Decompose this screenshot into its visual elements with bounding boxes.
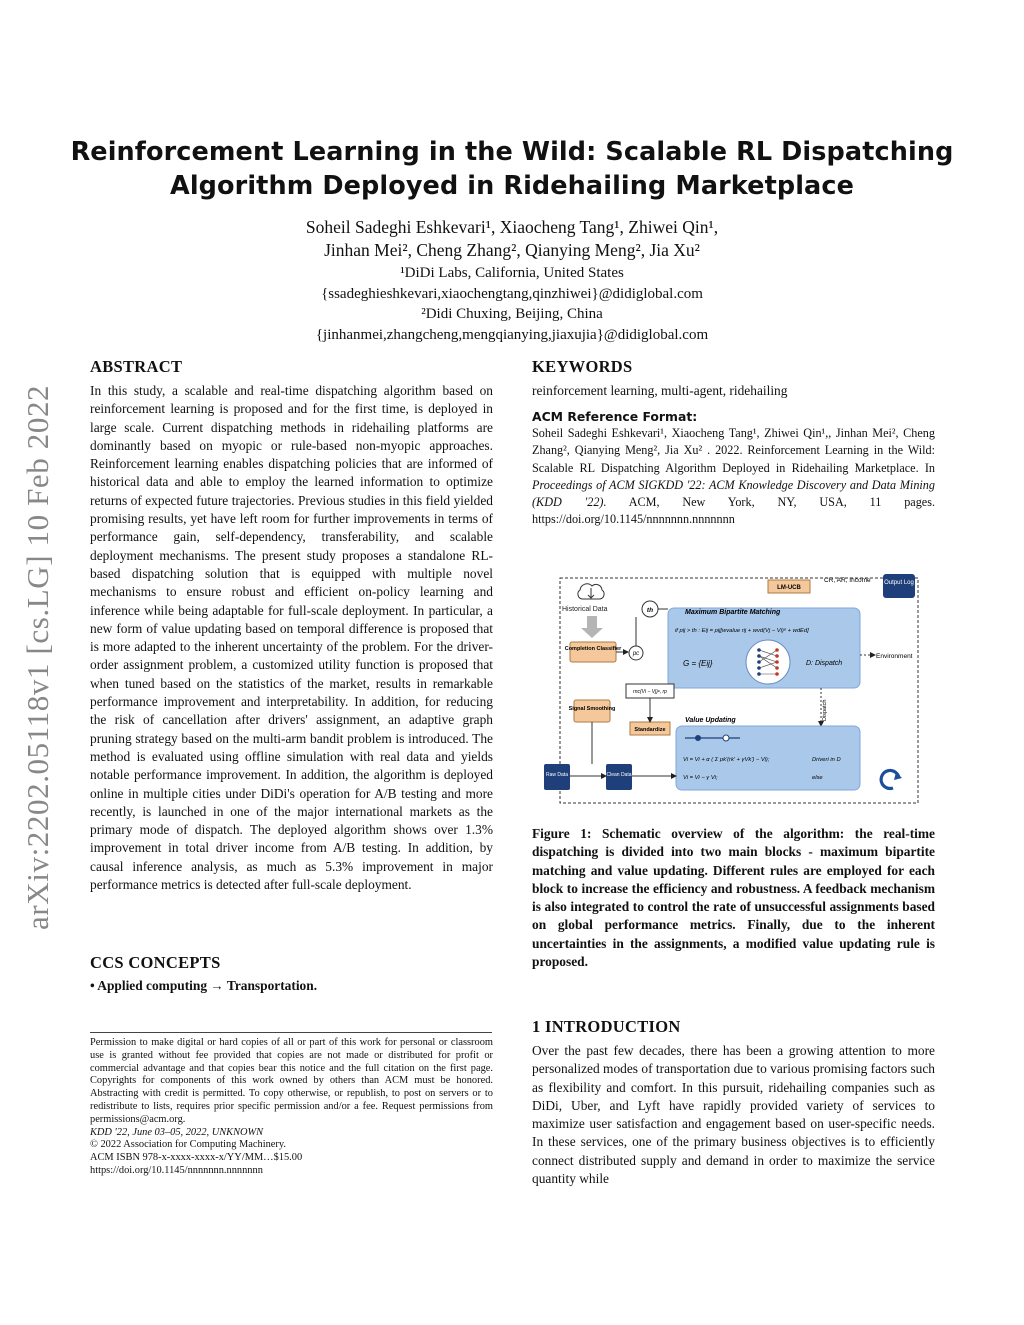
output-log-box [883, 574, 915, 598]
output-log-label: Output Log [884, 580, 914, 586]
venue-line: KDD '22, June 03–05, 2022, UNKNOWN [90, 1126, 264, 1138]
ccs-heading: CCS CONCEPTS [90, 953, 221, 972]
ccs-concept: • Applied computing → Transportation. [90, 978, 318, 993]
pc-label: pc [632, 651, 640, 657]
threshold-label: th [646, 607, 654, 614]
footnote [90, 1037, 493, 1178]
signal-smoothing-label: Signal Smoothing [568, 706, 616, 712]
cloud-icon [578, 584, 604, 599]
authors-line-2: Jinhan Mei², Cheng Zhang², Qianying Meng², Jia Xu² [324, 240, 700, 260]
intro-heading: 1 INTRODUCTION [532, 1017, 681, 1036]
footnote-rule [90, 1032, 492, 1033]
utility-equation: if pij > th : Eij = pij[wvalue rij + wvd(Vj − Vi)ᵉ + wdEd] [675, 628, 809, 634]
acm-ref-plain-2: ACM, New York, NY, USA, 11 pages. https://doi.org/10.1145/nnnnnnn.nnnnnnn [532, 495, 935, 527]
algorithm-diagram [540, 566, 930, 811]
title-line-2: Algorithm Deployed in Ridehailing Marketplace [170, 171, 854, 201]
author-list [0, 216, 1024, 262]
raw-data-label: Raw Data [546, 772, 568, 778]
acm-ref-text [532, 425, 935, 529]
figure-caption: Figure 1: Schematic overview of the algorithm: the real-time dispatching is divided into two main blocks - maximum bipartite matching and value updating. Different rules are employed for each block to increase the efficiency and robustness. A feedback mechanism is also integrated to control the rate of unsuccessful assignments based on global performance metrics. Finally, due to the inherent uncertainties in the assignments, a modified value updating rule is proposed. [532, 826, 935, 970]
permission-notice: Permission to make digital or hard copies of all or part of this work for personal or classroom use is granted without fee provided that copies are not made or distributed for profit or commercial advantage and that copies bear this notice and the full citation on the first page. Copyrights for components of this work owned by others than ACM must be honored. Abstracting with credit is permitted. To copy otherwise, or republish, to post on servers or to redistribute to lists, requires prior specific permission and/or a fee. Request permissions from permissions@acm.org. [90, 1037, 493, 1125]
isbn-line: ACM ISBN 978-x-xxxx-xxxx-x/YY/MM…$15.00 [90, 1152, 303, 1164]
lm-ucb-label: LM-UCB [777, 585, 801, 591]
authors-line-1: Soheil Sadeghi Eshkevari¹, Xiaocheng Tang¹, Zhiwei Qin¹, [305, 217, 719, 237]
abstract-heading: ABSTRACT [90, 357, 183, 376]
vu-equation-2: Vi = Vi − γ Vi; [683, 775, 718, 781]
vu-equation-1: Vi = Vi + α ( Σ pk'(rk' + γVk') − Vi); [683, 757, 770, 763]
affiliation-1-emails: {ssadeghieshkevari,xiaochengtang,qinzhiwei}@didiglobal.com [321, 285, 703, 302]
paper-title [0, 135, 1024, 203]
mbm-title: Maximum Bipartite Matching [685, 609, 781, 616]
affiliation-1: ¹DiDi Labs, California, United States [400, 265, 624, 281]
affiliation-2: ²Didi Chuxing, Beijing, China [421, 306, 603, 322]
acm-ref-plain-1: Soheil Sadeghi Eshkevari¹, Xiaocheng Tang¹, Zhiwei Qin¹,, Jinhan Mei², Cheng Zhang², Qianying Meng², Jia Xu² . 2022. Reinforcement Learning in the Wild: Scalable RL Dispatching Algorithm Deployed in Ridehailing Marketplace. In [532, 426, 935, 475]
arxiv-stamp: arXiv:2202.05118v1 [cs.LG] 10 Feb 2022 [20, 384, 55, 930]
vu-condition-2: else [812, 775, 823, 781]
intro-text: Over the past few decades, there has been a growing attention to more personalized modes of transportation due to various promising factors such as flexibility and comfort. In this pursuit, ridehailing companies such as DiDi, Uber, and Lyft have rapidly provided variety of services to maximize user satisfaction and engagement based on user-specific needs. In these services, one of the primary business objectives is to efficiently connect distributed supply and demand in order to maximize the service quantity while [532, 1043, 935, 1187]
figure-1 [540, 566, 930, 811]
dispatch-equation: D: Dispatch [806, 660, 843, 667]
environment-label: Environment [876, 653, 913, 660]
reward-label: rnc(Vi − Vj)ᵉ, rp [633, 689, 667, 695]
completion-classifier-box [570, 642, 616, 662]
graph-equation: G = {Eij} [683, 659, 713, 668]
completion-classifier-label: Completion Classifier [564, 646, 622, 652]
vu-condition-1: Driveri in D [812, 757, 841, 763]
keywords-heading: KEYWORDS [532, 357, 633, 376]
clean-data-label: Clean Data [606, 772, 632, 778]
refresh-icon [881, 770, 902, 788]
acm-ref-proceedings: Proceedings of ACM SIGKDD '22: ACM Knowledge Discovery and Data Mining (KDD '22). [532, 477, 935, 510]
abstract-text: In this study, a scalable and real-time dispatching algorithm based on reinforcement learning is proposed and for the first time, is deployed in large scale. Current dispatching methods in ridehailing platforms are dominantly based on myopic or rule-based non-myopic approaches. Reinforcement learning enables dispatching policies that are informed of historical data and able to employ the learned information to optimize returns of expected future trajectories. Previous studies in this field yielded promising results, yet have left room for further improvements in terms of performance gain, self-dependency, transferability, and scalable deployment mechanisms. The present study proposes a standalone RL-based dispatching solution that is equipped with multiple novel mechanisms to ensure robust and efficient on-policy learning and inference while being adaptable for full-scale deployment. In particular, a new form of value updating based on temporal difference is proposed that is more adapted to the inherent uncertainty of the problem. For the driver-order assignment problem, a customized utility function is proposed that when tuned based on the statistics of the market, results in remarkable performance improvement and interpretability. In addition, for reducing the risk of cancellation after drivers' assignment, an adaptive graph pruning strategy based on the multi-arm bandit problem is introduced. The method is evaluated using offline simulation with real data and yields notable performance improvement. In addition, the algorithm is deployed online in multiple cities under DiDi's operation for A/B testing and more recently, is launched in one of the major international markets as the primary mode of dispatch. The deployed algorithm shows over 1.3% improvement in total driver income from A/B testing. In addition, by causal inference analysis, as much as 5.3% improvement in major performance metrics is detected after full-scale deployment. [90, 383, 493, 893]
dispatch-vertical-label: Dispatch [822, 699, 828, 721]
value-updating-title: Value Updating [685, 717, 736, 724]
affiliation-2-emails: {jinhanmei,zhangcheng,mengqianying,jiaxujia}@didiglobal.com [315, 326, 709, 343]
title-line-1: Reinforcement Learning in the Wild: Scalable RL Dispatching [70, 137, 954, 167]
historical-data-arrow [581, 616, 603, 638]
copyright-line: © 2022 Association for Computing Machinery. [90, 1139, 286, 1151]
keywords-text: reinforcement learning, multi-agent, ridehailing [532, 383, 788, 398]
historical-data-label: Historical Data [562, 606, 608, 613]
standardize-label: Standardize [634, 727, 666, 733]
doi-line: https://doi.org/10.1145/nnnnnnn.nnnnnnn [90, 1164, 263, 1176]
affiliations [0, 263, 1024, 345]
acm-ref-heading: ACM Reference Format: [532, 409, 698, 424]
feedback-metrics-label: CR, AR, Income [824, 577, 871, 584]
